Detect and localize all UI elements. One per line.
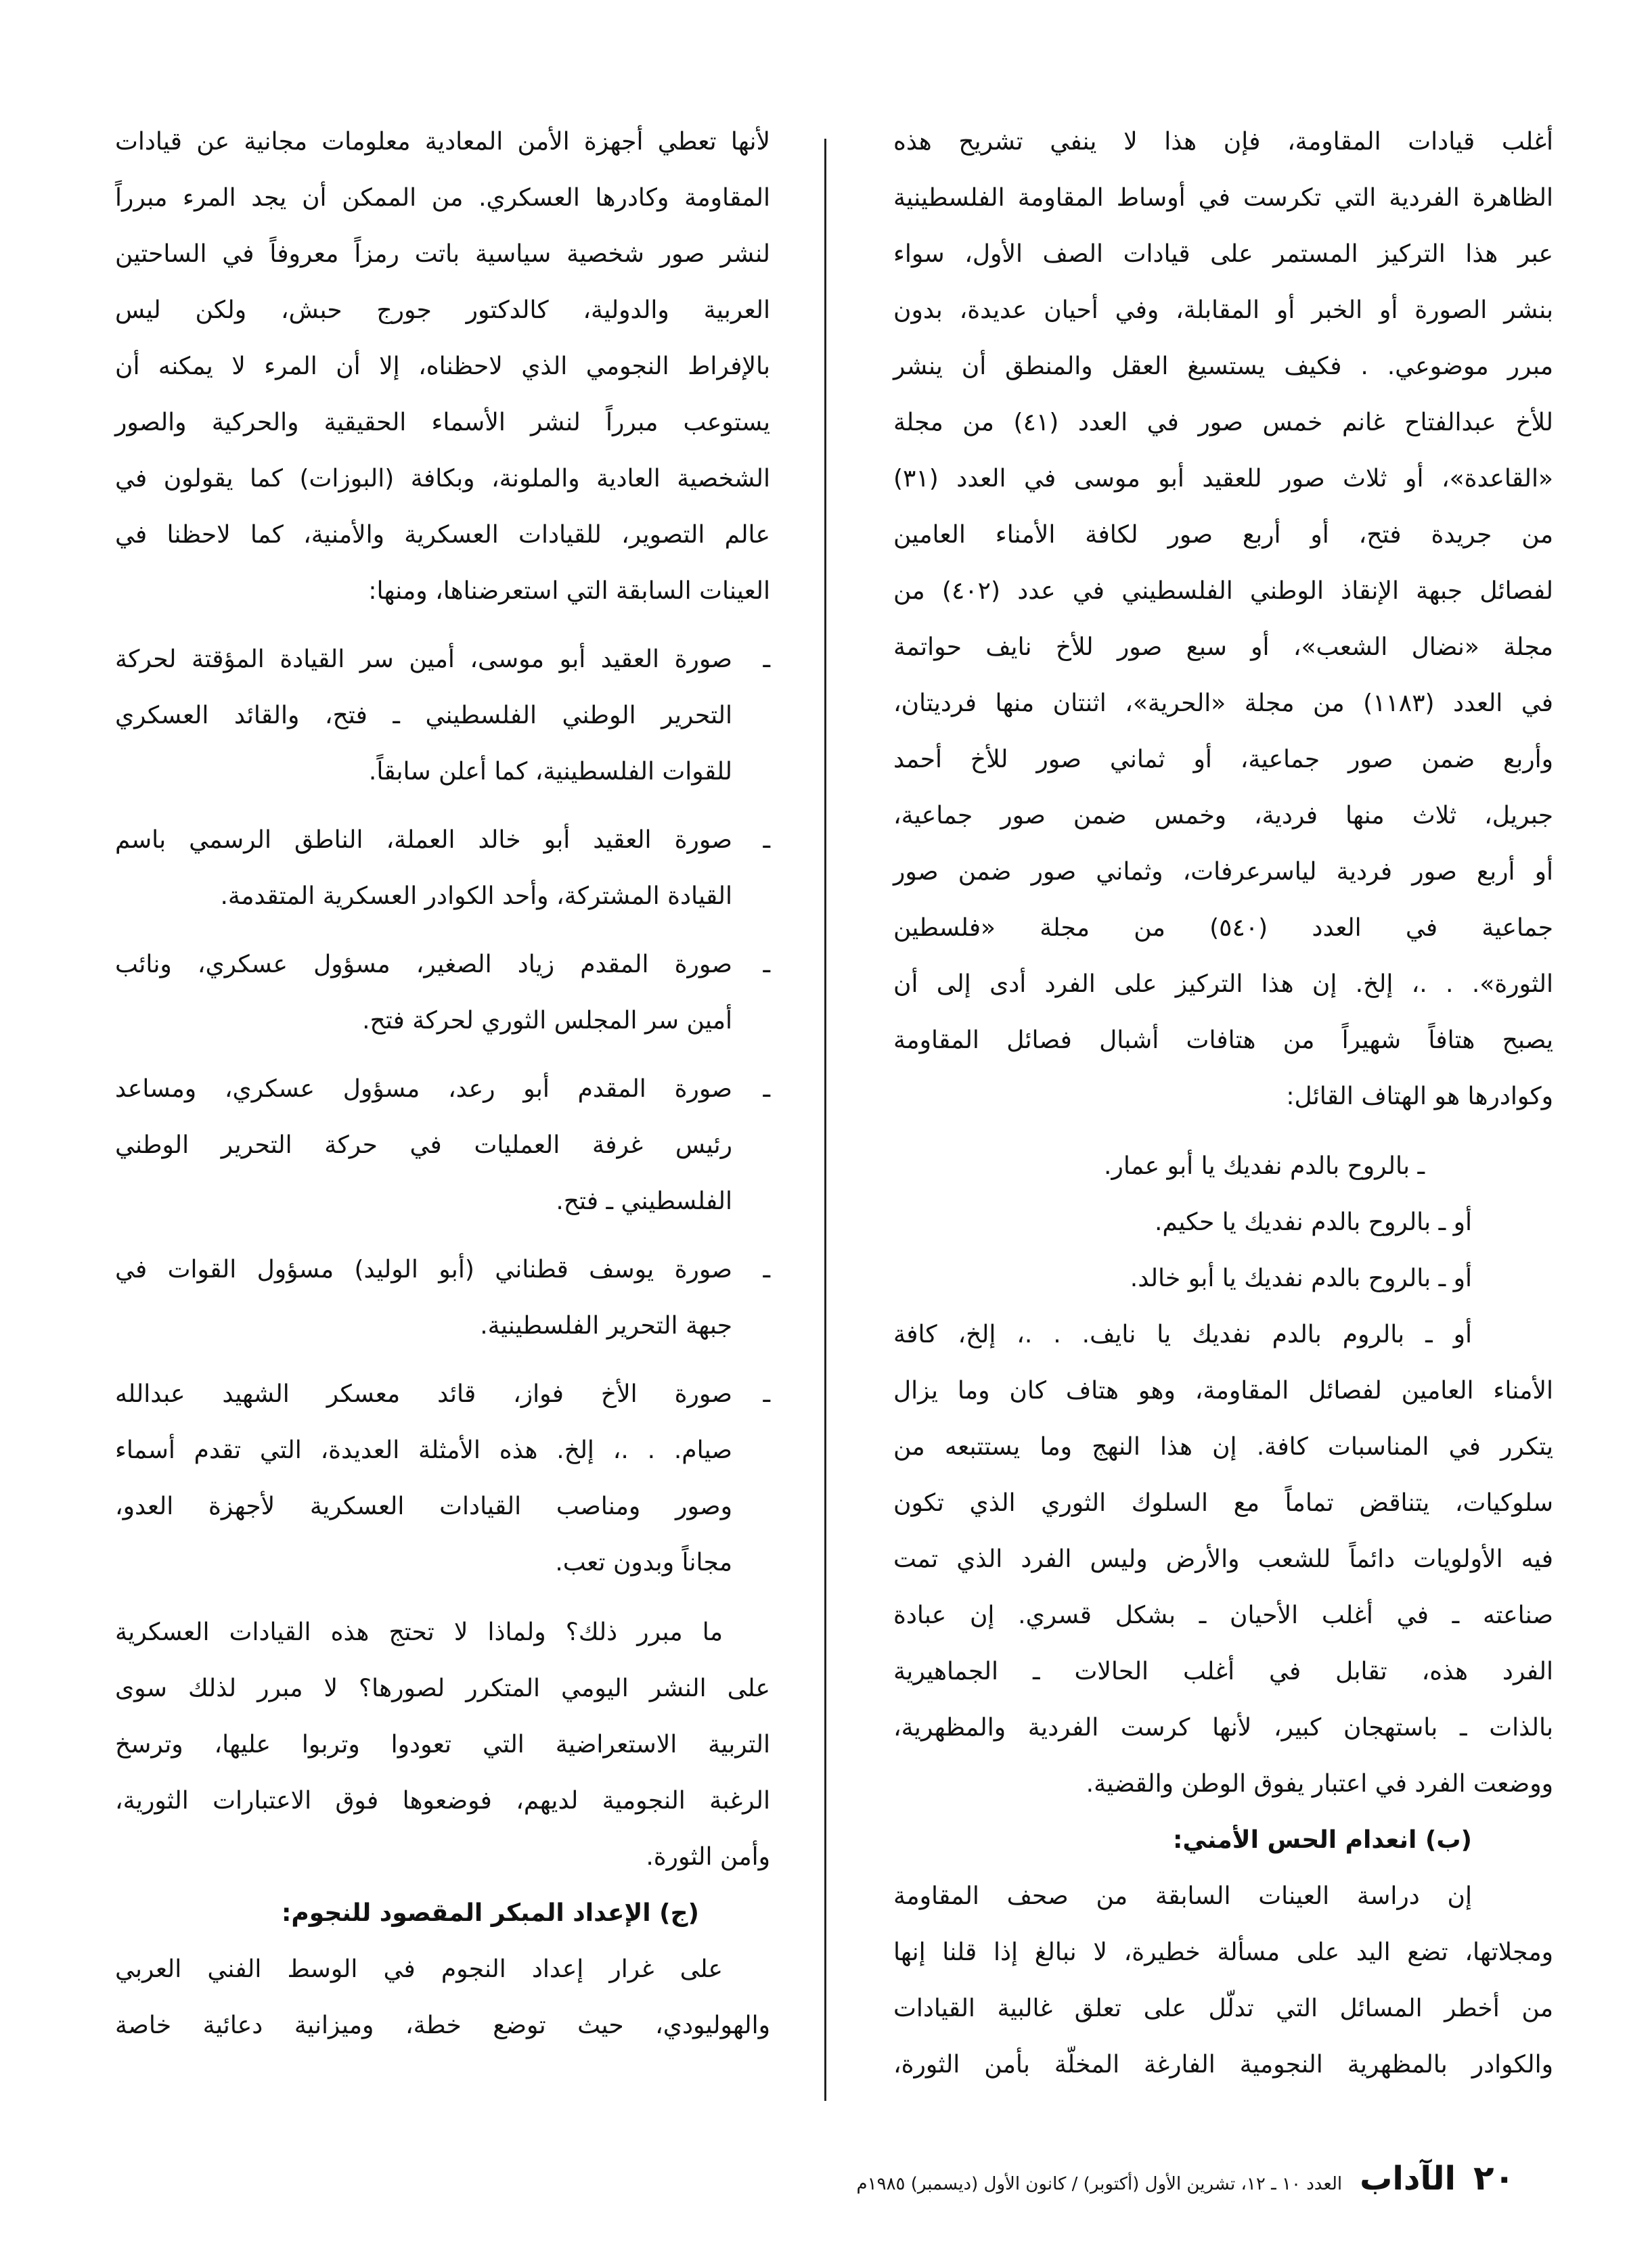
text-line: «القاعدة»، أو ثلاث صور للعقيد أبو موسى في العدد (٣١)	[893, 465, 1553, 493]
text-line: بالإفراط النجومي الذي لاحظناه، إلا أن المرء لا يمكنه أن	[115, 353, 770, 380]
text-line: العربية والدولية، كالدكتور جورج حبش، ولكن ليس	[115, 296, 770, 324]
text-line: المقاومة وكادرها العسكري. من الممكن أن يجد المرء مبرراً	[115, 184, 770, 212]
text-line: فيه الأولويات دائماً للشعب والأرض وليس الفرد الذي تمت	[893, 1545, 1553, 1573]
paragraph	[115, 114, 770, 619]
text-line: يستوعب مبرراً لنشر الأسماء الحقيقية والحركية والصور	[115, 409, 770, 436]
text-line: في العدد (١١٨٣) من مجلة «الحرية»، اثنتان منها فرديتان،	[893, 689, 1553, 717]
paragraph	[115, 1604, 770, 1885]
bullet-dash: ـ	[763, 645, 770, 673]
magazine-logo: الآداب	[1360, 2160, 1456, 2198]
text-line: أو ـ بالروح بالدم نفديك يا حكيم.	[1154, 1208, 1472, 1236]
text-line: مبرر موضوعي. . فكيف يستسيغ العقل والمنطق أن ينشر	[893, 353, 1553, 380]
text-line: (ج) الإعداد المبكر المقصود للنجوم:	[282, 1899, 699, 1927]
bullet-item	[115, 1061, 770, 1229]
text-line: للأخ عبدالفتاح غانم خمس صور في العدد (٤١) من مجلة	[893, 409, 1553, 436]
text-line: سلوكيات، يتناقض تماماً مع السلوك الثوري الذي تكون	[893, 1489, 1553, 1517]
page-footer	[857, 2158, 1515, 2198]
text-line: التربية الاستعراضية التي تعودوا وتربوا عليها، وترسخ	[115, 1731, 770, 1759]
text-line: صورة الأخ فواز، قائد معسكر الشهيد عبدالله	[115, 1380, 732, 1408]
text-line: وأربع ضمن صور جماعية، أو ثماني صور للأخ أحمد	[893, 746, 1553, 773]
bullet-item	[115, 1242, 770, 1354]
issue-info: العدد ١٠ ـ ١٢، تشرين الأول (أكتوبر) / كانون الأول (ديسمبر) ١٩٨٥م	[856, 2174, 1343, 2194]
text-line: وأمن الثورة.	[646, 1843, 770, 1871]
text-line: ما مبرر ذلك؟ ولماذا لا تحتج هذه القيادات العسكرية	[115, 1618, 723, 1646]
text-line: العينات السابقة التي استعرضناها، ومنها:	[368, 577, 770, 605]
text-line: وكوادرها هو الهتاف القائل:	[1286, 1083, 1553, 1110]
text-line: القيادة المشتركة، وأحد الكوادر العسكرية المتقدمة.	[220, 882, 732, 910]
paragraph	[893, 1868, 1553, 2093]
text-line: ومجلاتها، تضع اليد على مسألة خطيرة، لا نبالغ إذا قلنا إنها	[893, 1938, 1553, 1966]
column-divider	[824, 139, 826, 2101]
text-line: أغلب قيادات المقاومة، فإن هذا لا ينفي تشريح هذه	[893, 128, 1553, 156]
text-line: أو ـ بالروم بالدم نفديك يا نايف. . .، إلخ، كافة	[893, 1321, 1472, 1348]
text-line: أو ـ بالروح بالدم نفديك يا أبو خالد.	[1130, 1265, 1472, 1292]
bullet-dash: ـ	[763, 1380, 770, 1408]
text-line: يصبح هتافاً شهيراً من هتافات أشبال فصائل المقاومة	[893, 1026, 1553, 1054]
text-line: صناعته ـ في أغلب الأحيان ـ بشكل قسري. إن عبادة	[893, 1602, 1553, 1629]
text-line: جماعية في العدد (٥٤٠) من مجلة «فلسطين	[893, 914, 1553, 942]
bullet-dash: ـ	[763, 951, 770, 978]
bullet-item	[115, 1366, 770, 1591]
bullet-item	[115, 812, 770, 924]
text-line: ووضعت الفرد في اعتبار يفوق الوطن والقضية.	[1086, 1770, 1553, 1798]
bullet-item	[115, 631, 770, 800]
text-line: التحرير الوطني الفلسطيني ـ فتح، والقائد العسكري	[115, 702, 732, 729]
text-line: الثورة». . .، إلخ. إن هذا التركيز على الفرد أدى إلى أن	[893, 970, 1553, 998]
text-line: صورة المقدم أبو رعد، مسؤول عسكري، ومساعد	[115, 1075, 732, 1103]
paragraph	[893, 1307, 1553, 1812]
text-line: الظاهرة الفردية التي تكرست في أوساط المقاومة الفلسطينية	[893, 184, 1553, 212]
text-line: الفلسطيني ـ فتح.	[556, 1187, 732, 1215]
text-line: على النشر اليومي المتكرر لصورها؟ لا مبرر لذلك سوى	[115, 1675, 770, 1702]
text-line: للقوات الفلسطينية، كما أعلن سابقاً.	[368, 758, 732, 786]
bullet-dash: ـ	[763, 826, 770, 854]
text-line: جبريل، ثلاث منها فردية، وخمس ضمن صور جماعية،	[893, 802, 1553, 830]
section-heading	[115, 1885, 770, 1941]
text-line: بنشر الصورة أو الخبر أو المقابلة، وفي أحيان عديدة، بدون	[893, 296, 1553, 324]
text-line: صيام. . .، إلخ. هذه الأمثلة العديدة، التي تقدم أسماء	[115, 1436, 732, 1464]
text-line: أو أربع صور فردية لياسرعرفات، وثماني صور ضمن صور	[893, 858, 1553, 886]
text-line: إن دراسة العينات السابقة من صحف المقاومة	[893, 1882, 1472, 1910]
text-line: (ب) انعدام الحس الأمني:	[1172, 1826, 1472, 1854]
text-line: والكوادر بالمظهرية النجومية الفارغة المخلّة بأمن الثورة،	[893, 2051, 1553, 2079]
text-line: من أخطر المسائل التي تدلّل على تعلق غالبية القيادات	[893, 1995, 1553, 2022]
paragraph	[115, 1941, 770, 2054]
text-line: رئيس غرفة العمليات في حركة التحرير الوطني	[115, 1131, 732, 1159]
paragraph	[893, 114, 1553, 1125]
text-line: وصور ومناصب القيادات العسكرية لأجهزة العدو،	[115, 1493, 732, 1520]
chant-list	[893, 1138, 1553, 1307]
bullet-dash: ـ	[763, 1075, 770, 1103]
text-line: بالذات ـ باستهجان كبير، لأنها كرست الفردية والمظهرية،	[893, 1714, 1553, 1742]
text-line: صورة يوسف قطناني (أبو الوليد) مسؤول القوات في	[115, 1256, 732, 1284]
text-line: لنشر صور شخصية سياسية باتت رمزاً معروفاً في الساحتين	[115, 240, 770, 268]
text-line: الأمناء العامين لفصائل المقاومة، وهو هتاف كان وما يزال	[893, 1377, 1553, 1405]
left-column	[115, 114, 770, 2054]
page-number: ٢٠	[1473, 2158, 1515, 2198]
text-line: مجاناً وبدون تعب.	[555, 1549, 732, 1577]
text-line: لفصائل جبهة الإنقاذ الوطني الفلسطيني في عدد (٤٠٢) من	[893, 577, 1553, 605]
section-heading	[893, 1812, 1553, 1868]
text-line: الفرد هذه، تقابل في أغلب الحالات ـ الجماهيرية	[893, 1658, 1553, 1685]
text-line: يتكرر في المناسبات كافة. إن هذا النهج وما يستتبعه من	[893, 1433, 1553, 1461]
text-line: والهوليودي، حيث توضع خطة، وميزانية دعائية خاصة	[115, 2012, 770, 2039]
text-line: الرغبة النجومية لديهم، فوضعوها فوق الاعتبارات الثورية،	[115, 1787, 770, 1815]
text-line: ـ بالروح بالدم نفديك يا أبو عمار.	[1104, 1152, 1425, 1180]
text-line: جبهة التحرير الفلسطينية.	[480, 1312, 732, 1340]
text-line: عالم التصوير، للقيادات العسكرية والأمنية، كما لاحظنا في	[115, 521, 770, 549]
bullet-item	[115, 936, 770, 1049]
text-line: لأنها تعطي أجهزة الأمن المعادية معلومات مجانية عن قيادات	[115, 128, 770, 156]
text-line: أمين سر المجلس الثوري لحركة فتح.	[362, 1007, 732, 1035]
text-line: صورة العقيد أبو موسى، أمين سر القيادة المؤقتة لحركة	[115, 645, 732, 673]
text-line: الشخصية العادية والملونة، وبكافة (البوزات) كما يقولون في	[115, 465, 770, 493]
bullet-dash: ـ	[763, 1256, 770, 1284]
text-line: صورة العقيد أبو خالد العملة، الناطق الرسمي باسم	[115, 826, 732, 854]
text-line: عبر هذا التركيز المستمر على قيادات الصف الأول، سواء	[893, 240, 1553, 268]
right-column	[893, 114, 1553, 2093]
text-line: مجلة «نضال الشعب»، أو سبع صور للأخ نايف حواتمة	[893, 633, 1553, 661]
text-line: على غرار إعداد النجوم في الوسط الفني العربي	[115, 1955, 723, 1983]
text-line: من جريدة فتح، أو أربع صور لكافة الأمناء العامين	[893, 521, 1553, 549]
text-line: صورة المقدم زياد الصغير، مسؤول عسكري، ونائب	[115, 951, 732, 978]
